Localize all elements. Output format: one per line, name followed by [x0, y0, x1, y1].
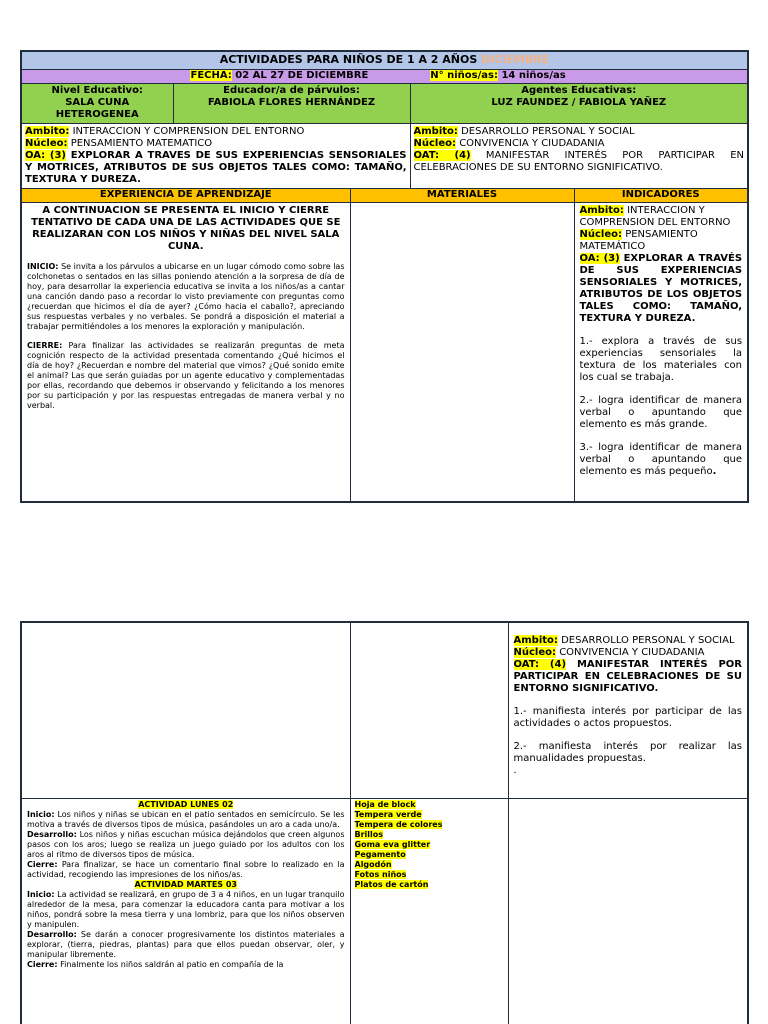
indicador-1: 1.- explora a través de sus experiencias sensoriales la textura de los materiales con los cual se trabaja. — [579, 335, 743, 383]
lunes-title: ACTIVIDAD LUNES 02 — [138, 799, 234, 809]
table-title — [21, 51, 748, 69]
objetivo-left-cell — [21, 123, 410, 188]
indicador2-dot: . — [513, 765, 517, 776]
indicadores-cell — [574, 202, 748, 502]
agentes-cell — [410, 83, 748, 123]
fecha-value: 02 AL 27 DE DICIEMBRE — [235, 69, 369, 81]
material-5: Pegamento — [354, 849, 406, 859]
cierre-label: CIERRE: — [27, 340, 63, 350]
experiencia-cell — [21, 202, 350, 502]
right-oat-label: OAT: (4) — [413, 149, 471, 161]
material-8: Platos de cartón — [354, 879, 429, 889]
educadora-cell — [173, 83, 410, 123]
inicio-label: INICIO: — [27, 261, 59, 271]
material-item — [355, 850, 504, 860]
left-oa-value: EXPLORAR A TRAVES DE SUS EXPERIENCIAS SENSORIALES Y MOTRICES, ATRIBUTOS DE SUS OBJETOS TALES COMO: TAMAÑO, TEXTURA Y DUREZA. — [25, 149, 407, 185]
material-item — [355, 810, 504, 820]
left-oa-label: OA: (3) — [25, 149, 66, 161]
left-ambito-label: Ambito: — [25, 125, 70, 137]
martes-title: ACTIVIDAD MARTES 03 — [134, 879, 237, 889]
material-item — [355, 880, 504, 890]
right-oat-value: MANIFESTAR INTERÉS POR PARTICIPAR EN CELEBRACIONES DE SU ENTORNO SIGNIFICATIVO. — [413, 149, 745, 173]
actividades-cell — [21, 798, 350, 1024]
agentes-value: LUZ FAUNDEZ / FABIOLA YAÑEZ — [491, 96, 667, 108]
material-item — [355, 830, 504, 840]
ind-oa-label: OA: (3) — [579, 252, 620, 264]
ind-nucleo-label: Núcleo: — [579, 228, 622, 240]
left-ambito-value: INTERACCION Y COMPRENSION DEL ENTORNO — [72, 125, 305, 137]
activities-table-bottom — [20, 621, 749, 1024]
ind2-oat-label: OAT: (4) — [513, 659, 567, 670]
indicador2-2: 2.- manifiesta interés por realizar las manualidades propuestas. — [513, 741, 742, 764]
experiencia-intro: A CONTINUACION SE PRESENTA EL INICIO Y CIERRE TENTATIVO DE CADA UNA DE LAS ACTIVIDADES QUE SE REALIZARAN CON LOS NIÑOS Y NIÑAS DEL NIVEL SALA CUNA. — [31, 204, 341, 252]
educadora-label: Educador/a de párvulos: — [223, 84, 360, 96]
inicio-text: Se invita a los párvulos a ubicarse en un lugar cómodo como sobre las colchonetas o sentados en las sillas poniendo atención a la sorpresa de día de hoy, para desarrollar la experiencia educativa se invita a los niños/as a cantar una canción dando paso a recordar lo visto previamente con preguntas como ¿recuerdan que hicimos el día de ayer? ¿Cómo hacia el caballo?, apreciando sus respuestas verbales y no verbales. Se pondrá a disposición el material a trabajar permitiéndoles a los menores la exploración y manipulación. — [27, 261, 345, 331]
material-6: Algodón — [354, 859, 392, 869]
indicador2-1: 1.- manifiesta interés por participar de las actividades o actos propuestos. — [513, 706, 742, 729]
ind-ambito-label: Ambito: — [579, 204, 624, 216]
ind2-nucleo-label: Núcleo: — [513, 647, 556, 658]
materiales-cell — [350, 202, 574, 502]
ind-nucleo-value: PENSAMIENTO MATEMÁTICO — [579, 228, 698, 252]
indicador-3-end: . — [712, 465, 717, 477]
left-nucleo-label: Núcleo: — [25, 137, 68, 149]
cierre-text: Para finalizar las actividades se realizarán preguntas de meta cognición respecto de la actividad presentada comentando ¿Qué hicimos el día de hoy? ¿Recuerdan e nombre del material que vimos? ¿Qué sonido emite el animal? Las que serán guiadas por un agente educativo y complementadas por ellas, recordando que debemos ir observando y felicitando a los menores por su participación y por las respuestas entregadas de manera verbal y no verbal. — [27, 340, 345, 410]
ind2-oat-value: MANIFESTAR INTERÉS POR PARTICIPAR EN CELEBRACIONES DE SU ENTORNO SIGNIFICATIVO. — [513, 659, 742, 694]
agentes-label: Agentes Educativas: — [521, 84, 637, 96]
lunes-desarrollo-label: Desarrollo: — [27, 829, 77, 839]
ind2-ambito-value: DESARROLLO PERSONAL Y SOCIAL — [561, 635, 735, 646]
material-4: Goma eva glitter — [354, 839, 431, 849]
title-month: DICIEMBRE — [481, 53, 550, 66]
nivel-label: Nivel Educativo: — [51, 84, 143, 96]
indicador-3: 3.- logra identificar de manera verbal o apuntando que elemento es más pequeño — [579, 441, 743, 477]
material-item — [355, 820, 504, 830]
col-header-indicadores: INDICADORES — [574, 188, 748, 202]
material-item — [355, 870, 504, 880]
lunes-desarrollo: Los niños y niñas escuchan música dejándolos que creen algunos pasos con los aros; luego se realiza un juego guiado por los adultos con los aros al ritmo de diversos tipos de música. — [27, 829, 345, 859]
title-text: ACTIVIDADES PARA NIÑOS DE 1 A 2 AÑOS — [219, 53, 478, 66]
material-7: Fotos niños — [354, 869, 407, 879]
empty-cell-left — [21, 622, 350, 798]
material-item — [355, 860, 504, 870]
right-ambito-value: DESARROLLO PERSONAL Y SOCIAL — [461, 125, 635, 137]
activities-table-top — [20, 50, 749, 503]
fecha-row — [21, 69, 748, 83]
ninos-value: 14 niños/as — [501, 69, 566, 81]
ind2-ambito-label: Ambito: — [513, 635, 558, 646]
right-ambito-label: Ambito: — [413, 125, 458, 137]
empty-cell-right — [508, 798, 748, 1024]
left-nucleo-value: PENSAMIENTO MATEMATICO — [70, 137, 213, 149]
nivel-value-1: SALA CUNA — [65, 96, 130, 108]
material-0: Hoja de block — [354, 799, 416, 809]
ind2-nucleo-value: CONVIVENCIA Y CIUDADANIA — [559, 647, 705, 658]
martes-cierre-label: Cierre: — [27, 959, 58, 969]
martes-cierre: Finalmente los niños saldrán al patio en compañía de la — [60, 959, 284, 969]
material-item — [355, 840, 504, 850]
lunes-cierre: Para finalizar, se hace un comentario final sobre lo realizado en la actividad, recogiendo las impresiones de los niños/as. — [27, 859, 345, 879]
material-1: Tempera verde — [354, 809, 422, 819]
lunes-inicio: Los niños y niñas se ubican en el patio sentados en semicírculo. Se les motiva a través de diversos tipos de música, pasándoles un aro a cada uno/a. — [27, 809, 345, 829]
indicador-2: 2.- logra identificar de manera verbal o apuntando que elemento es más grande. — [579, 394, 743, 430]
right-nucleo-value: CONVIVENCIA Y CIUDADANIA — [459, 137, 605, 149]
martes-desarrollo: Se darán a conocer progresivamente los distintos materiales a explorar, (tierra, piedras, plantas) para que ellos puedan observar, oler, y manipular libremente. — [27, 929, 345, 959]
ind-ambito-value: INTERACCION Y COMPRENSION DEL ENTORNO — [579, 204, 731, 228]
nivel-value-2: HETEROGENEA — [55, 108, 139, 120]
ninos-label: N° niños/as: — [430, 69, 498, 81]
martes-desarrollo-label: Desarrollo: — [27, 929, 77, 939]
lunes-cierre-label: Cierre: — [27, 859, 58, 869]
educadora-value: FABIOLA FLORES HERNÁNDEZ — [207, 96, 376, 108]
lunes-inicio-label: Inicio: — [27, 809, 55, 819]
material-2: Tempera de colores — [354, 819, 443, 829]
nivel-cell — [21, 83, 173, 123]
materiales-list-cell — [350, 798, 508, 1024]
objetivo-right-cell — [410, 123, 748, 188]
right-nucleo-label: Núcleo: — [413, 137, 456, 149]
col-header-materiales: MATERIALES — [350, 188, 574, 202]
col-header-experiencia: EXPERIENCIA DE APRENDIZAJE — [21, 188, 350, 202]
material-3: Brillos — [354, 829, 384, 839]
empty-cell-middle — [350, 622, 508, 798]
indicadores-cell-2 — [508, 622, 748, 798]
ind-oa-value: EXPLORAR A TRAVÉS DE SUS EXPERIENCIAS SENSORIALES Y MOTRICES, ATRIBUTOS DE LOS OBJETOS TALES COMO: TAMAÑO, TEXTURA Y DUREZA. — [579, 252, 743, 324]
material-item — [355, 800, 504, 810]
fecha-label: FECHA: — [190, 69, 232, 81]
martes-inicio-label: Inicio: — [27, 889, 55, 899]
martes-inicio: La actividad se realizará, en grupo de 3 a 4 niños, en un lugar tranquilo alrededor de la mesa, para comenzar la educadora canta para motivar a los niños, pondrá sobre la mesa tierra y una lombriz, para que los niños observen y manipulen. — [27, 889, 345, 929]
